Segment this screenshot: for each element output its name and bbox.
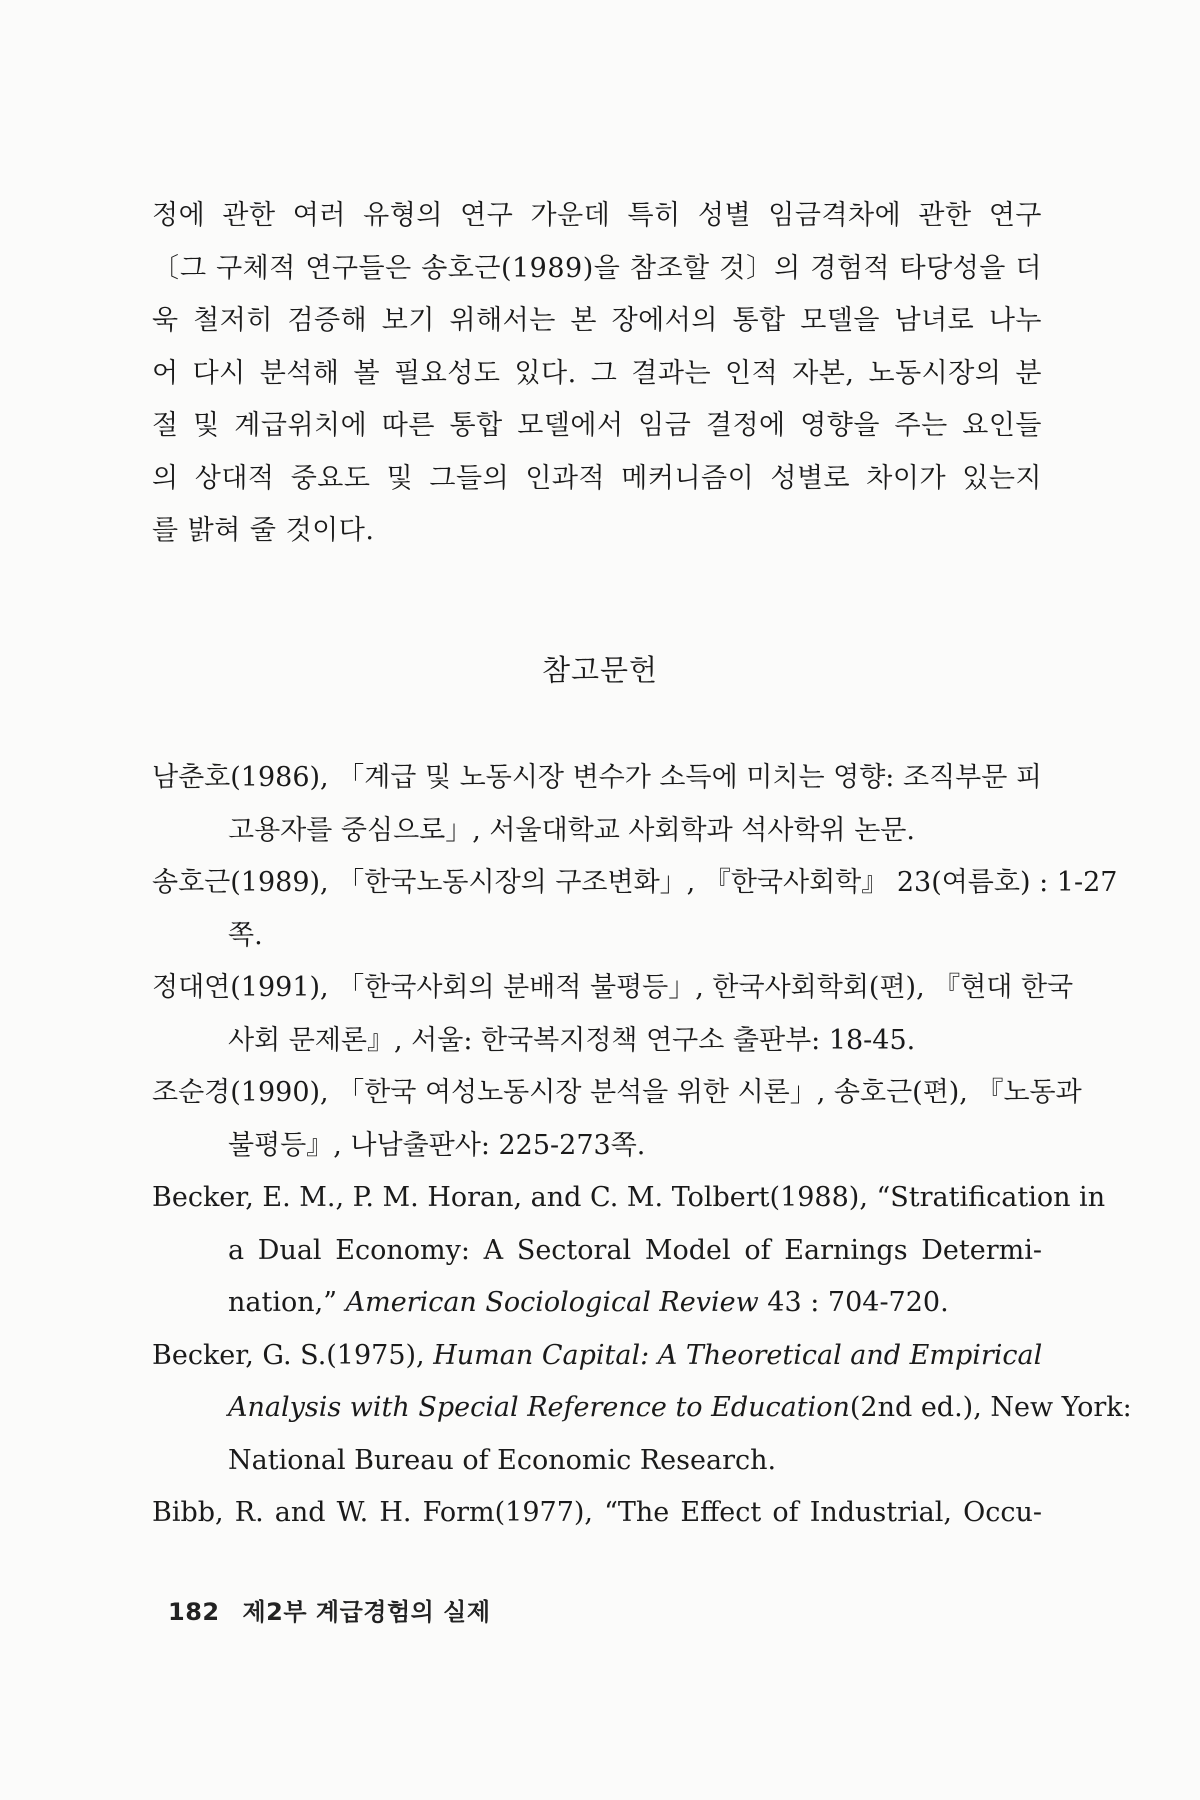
body-paragraph <box>152 190 1042 558</box>
body-line: 의 상대적 중요도 및 그들의 인과적 메커니즘이 성별로 차이가 있는지 <box>152 462 1042 494</box>
reference-line: 남춘호(1986), 「계급 및 노동시장 변수가 소득에 미치는 영향: 조직부문 피 <box>152 762 1042 793</box>
body-line: 욱 철저히 검증해 보기 위해서는 본 장에서의 통합 모델을 남녀로 나누 <box>152 305 1042 336</box>
italic-title: American Sociological Review <box>345 1287 759 1318</box>
reference-line: a Dual Economy: A Sectoral Model of Earnings Determi- <box>228 1234 1042 1266</box>
reference-line: 사회 문제론』, 서울: 한국복지정책 연구소 출판부: 18-45. <box>228 1024 916 1056</box>
reference-line: Becker, E. M., P. M. Horan, and C. M. Tolbert(1988), “Stratification in <box>152 1182 1106 1213</box>
body-line: 어 다시 분석해 볼 필요성도 있다. 그 결과는 인적 자본, 노동시장의 분 <box>152 357 1042 389</box>
reference-line: nation,” American Sociological Review 43 : 704-720. <box>228 1287 949 1318</box>
reference-line: National Bureau of Economic Research. <box>228 1444 777 1476</box>
reference-line: 송호근(1989), 「한국노동시장의 구조변화」, 『한국사회학』 23(여름호) : 1-27 <box>152 867 1118 898</box>
reference-list <box>152 752 1132 1540</box>
page-number: 182 <box>168 1598 220 1626</box>
reference-line: 정대연(1991), 「한국사회의 분배적 불평등」, 한국사회학회(편), 『현대 한국 <box>152 972 1074 1003</box>
body-line: 정에 관한 여러 유형의 연구 가운데 특히 성별 임금격차에 관한 연구 <box>152 200 1042 231</box>
italic-title: Analysis with Special Reference to Education <box>228 1392 850 1423</box>
reference-line: 고용자를 중심으로」, 서울대학교 사회학과 석사학위 논문. <box>228 814 915 846</box>
reference-line: 쪽. <box>228 919 263 951</box>
body-line: 를 밝혀 줄 것이다. <box>152 515 375 546</box>
reference-line: 조순경(1990), 「한국 여성노동시장 분석을 위한 시론」, 송호근(편), 『노동과 <box>152 1077 1082 1108</box>
references-heading: 참고문헌 <box>541 653 659 687</box>
body-line: 〔그 구체적 연구들은 송호근(1989)을 참조할 것〕의 경험적 타당성을 더 <box>152 252 1042 284</box>
reference-line: Becker, G. S.(1975), Human Capital: A Theoretical and Empirical <box>152 1339 1043 1371</box>
body-line: 절 및 계급위치에 따른 통합 모델에서 임금 결정에 영향을 주는 요인들 <box>152 410 1042 441</box>
italic-title: Human Capital: A Theoretical and Empirical <box>433 1339 1043 1371</box>
reference-line: Analysis with Special Reference to Education(2nd ed.), New York: <box>228 1392 1132 1423</box>
reference-line: Bibb, R. and W. H. Form(1977), “The Effect of Industrial, Occu- <box>152 1497 1042 1528</box>
page-footer <box>168 1592 491 1627</box>
reference-line: 불평등』, 나남출판사: 225-273쪽. <box>228 1129 646 1161</box>
running-header-part: 제2부 계급경험의 실제 <box>242 1598 491 1626</box>
